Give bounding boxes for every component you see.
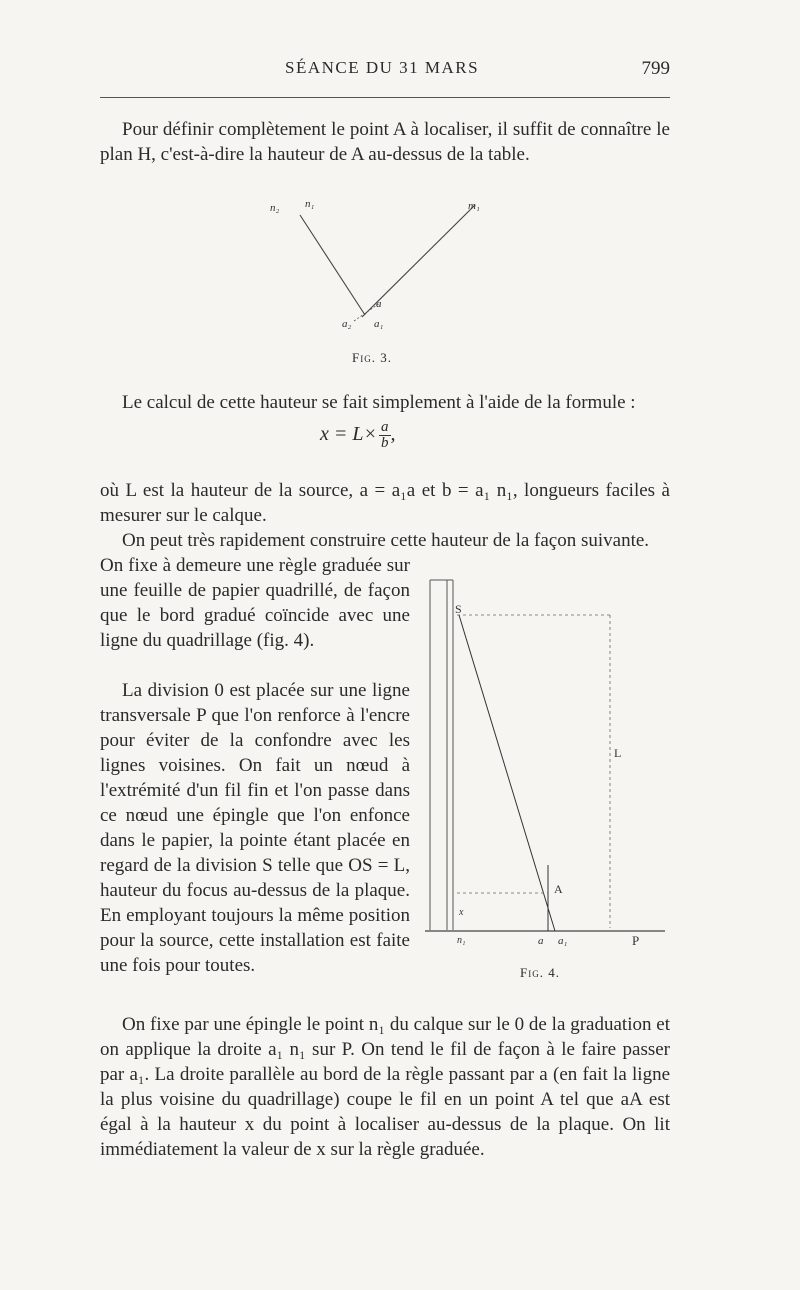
fig4-label-x: x (459, 907, 464, 918)
fig3-label-a1: a₁ (374, 318, 384, 330)
fig3-label-n1: n₁ (305, 198, 315, 210)
paragraph-5: La division 0 est placée sur une ligne transversale P que l'on renforce à l'encre pour éviter de la confondre avec les lignes voisines. On fait un nœud à l'extrémité d'un fil fin et l'on passe dans ce nœud une épingle que l'on enfonce dans le papier, la pointe étant placée en regard de la division S telle que OS = L, hauteur du focus au-dessus de la plaque. En employant toujours la même position pour la source, cette installation est faite une fois pour toutes. (100, 680, 410, 976)
paragraph-4-rest (100, 553, 410, 678)
paragraph-2: Le calcul de cette hauteur se fait simplement à l'aide de la formule : (122, 392, 636, 413)
formula: x = L× $\frac{a}{b}$, (320, 419, 396, 451)
fig4-label-L: L (614, 746, 622, 760)
formula-times: × (363, 423, 377, 446)
figure-3 (250, 195, 510, 345)
fig3-label-a2: a₂ (342, 318, 352, 330)
paragraph-4-text-a: On peut très rapidement construire cette hauteur de la façon suivante. (122, 530, 650, 551)
formula-numerator: a (381, 419, 389, 435)
paragraph-4-text-b: On fixe à demeure une règle graduée sur une feuille de papier quadrillé, de façon que le bord gradué coïncide avec une ligne du quadrillage (fig. 4). (100, 555, 410, 651)
fig4-label-A: A (554, 882, 563, 896)
fig4-thread (459, 615, 555, 931)
running-head-title: SÉANCE DU 31 MARS (285, 58, 480, 77)
page-number: 799 (641, 58, 670, 79)
fig4-caption: Fig. 4. (520, 965, 560, 980)
fig4-label-S: S (455, 602, 462, 616)
formula-lhs: x = L (320, 423, 364, 446)
fig4-label-a: a (538, 935, 544, 947)
figure-4 (425, 575, 675, 950)
fig3-label-a: a (376, 298, 382, 310)
fig3-label-m1: m₁ (468, 200, 480, 212)
paragraph-1: Pour définir complètement le point A à localiser, il suffit de connaître le plan H, c'est-à-dire la hauteur de A au-dessus de la table. (100, 119, 670, 165)
paragraph-4-line1 (100, 528, 670, 553)
fig3-line-n (300, 215, 365, 315)
fig4-label-n1: n₁ (457, 935, 466, 946)
fig4-label-P: P (632, 933, 640, 948)
formula-denominator: b (381, 435, 389, 451)
fig3-caption: Fig. 3. (352, 350, 392, 365)
fig4-label-a1: a₁ (558, 935, 568, 947)
paragraph-6: On fixe par une épingle le point n₁ du calque sur le 0 de la graduation et on applique la droite a₁ n₁ sur P. On tend le fil de façon à le faire passer par a₁. La droite parallèle au bord de la règle passant par a (en fait la ligne la plus voisine du quadrillage) coupe le fil en un point A tel que aA est égal à la hauteur x du point à localiser au-dessus de la plaque. On lit immédiatement la valeur de x sur la règle graduée. (100, 1014, 670, 1160)
header-rule (100, 97, 670, 98)
running-head (100, 58, 670, 86)
fig3-label-n2: n₂ (270, 202, 280, 214)
formula-fraction (379, 420, 391, 451)
paragraph-3: où L est la hauteur de la source, a = a₁a et b = a₁ n₁, longueurs faciles à mesurer sur le calque. (100, 480, 670, 526)
